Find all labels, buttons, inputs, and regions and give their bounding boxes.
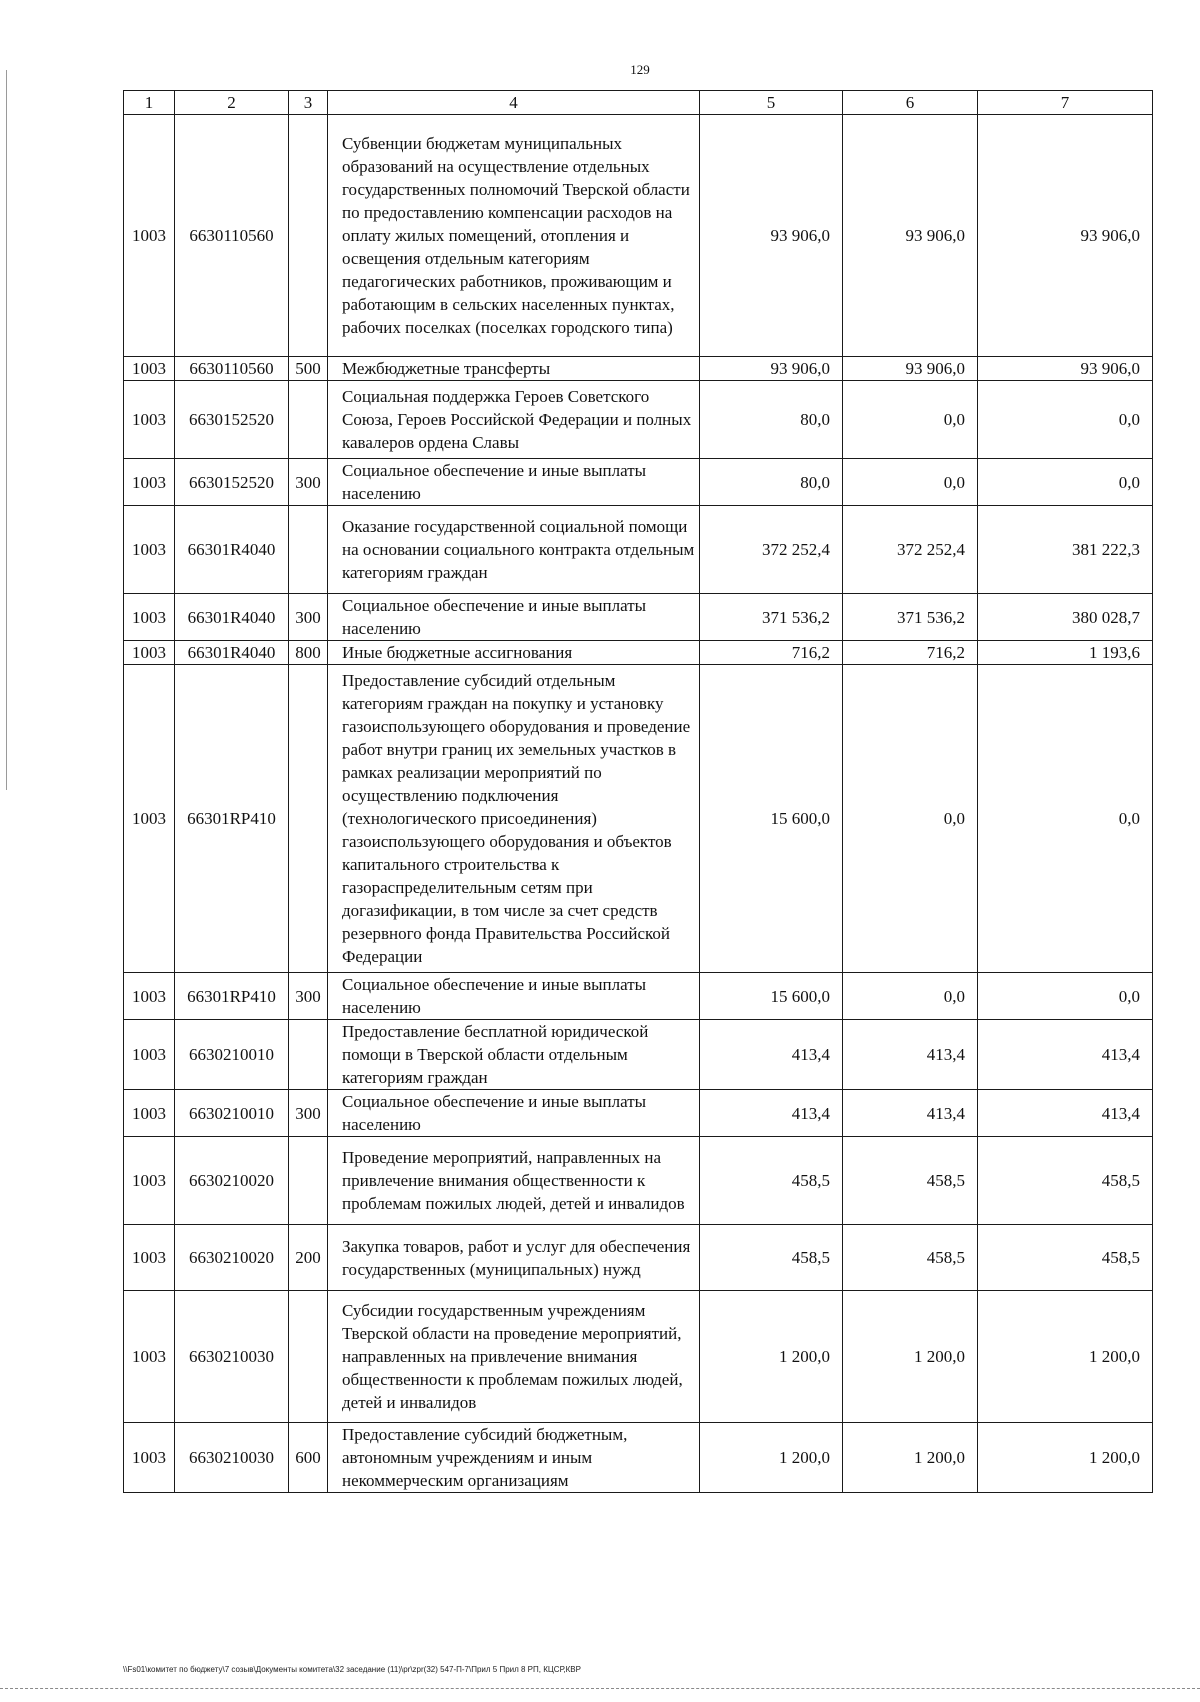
item-name-cell: Предоставление субсидий бюджетным, автономным учреждениям и иным некоммерческим организациям — [328, 1423, 700, 1493]
column-number-row — [124, 91, 1153, 115]
amount-column-5-cell: 458,5 — [700, 1137, 843, 1225]
amount-column-7-cell: 413,4 — [978, 1020, 1153, 1090]
column-number-cell: 7 — [978, 91, 1153, 115]
target-article-code-cell: 6630210010 — [175, 1090, 289, 1137]
item-name-cell: Проведение мероприятий, направленных на привлечение внимания общественности к проблемам пожилых людей, детей и инвалидов — [328, 1137, 700, 1225]
item-name-cell: Социальное обеспечение и иные выплаты населению — [328, 594, 700, 641]
section-code-cell: 1003 — [124, 973, 175, 1020]
amount-column-7-cell: 0,0 — [978, 459, 1153, 506]
amount-column-5-cell: 458,5 — [700, 1225, 843, 1291]
section-code-cell: 1003 — [124, 459, 175, 506]
amount-column-6-cell: 371 536,2 — [843, 594, 978, 641]
amount-column-5-cell: 716,2 — [700, 641, 843, 665]
amount-column-5-cell: 1 200,0 — [700, 1291, 843, 1423]
amount-column-6-cell: 716,2 — [843, 641, 978, 665]
amount-column-6-cell: 458,5 — [843, 1225, 978, 1291]
item-name-cell: Социальное обеспечение и иные выплаты населению — [328, 973, 700, 1020]
table-row — [124, 973, 1153, 1020]
section-code-cell: 1003 — [124, 1090, 175, 1137]
section-code-cell: 1003 — [124, 641, 175, 665]
target-article-code-cell: 66301R4040 — [175, 594, 289, 641]
amount-column-5-cell: 80,0 — [700, 381, 843, 459]
amount-column-5-cell: 413,4 — [700, 1090, 843, 1137]
amount-column-6-cell: 372 252,4 — [843, 506, 978, 594]
amount-column-5-cell: 413,4 — [700, 1020, 843, 1090]
section-code-cell: 1003 — [124, 357, 175, 381]
expense-type-code-cell — [289, 1291, 328, 1423]
expense-type-code-cell — [289, 665, 328, 973]
amount-column-7-cell: 0,0 — [978, 381, 1153, 459]
scan-edge-line — [6, 70, 7, 790]
table-row — [124, 1090, 1153, 1137]
table-row — [124, 1225, 1153, 1291]
amount-column-6-cell: 0,0 — [843, 381, 978, 459]
amount-column-5-cell: 15 600,0 — [700, 665, 843, 973]
amount-column-7-cell: 1 200,0 — [978, 1291, 1153, 1423]
amount-column-6-cell: 0,0 — [843, 665, 978, 973]
target-article-code-cell: 6630210030 — [175, 1291, 289, 1423]
expense-type-code-cell — [289, 115, 328, 357]
amount-column-5-cell: 93 906,0 — [700, 115, 843, 357]
expense-type-code-cell: 800 — [289, 641, 328, 665]
target-article-code-cell: 66301R4040 — [175, 641, 289, 665]
table-row — [124, 357, 1153, 381]
table-row — [124, 665, 1153, 973]
amount-column-5-cell: 372 252,4 — [700, 506, 843, 594]
amount-column-6-cell: 458,5 — [843, 1137, 978, 1225]
target-article-code-cell: 6630110560 — [175, 115, 289, 357]
item-name-cell: Иные бюджетные ассигнования — [328, 641, 700, 665]
target-article-code-cell: 66301R4040 — [175, 506, 289, 594]
target-article-code-cell: 6630152520 — [175, 381, 289, 459]
section-code-cell: 1003 — [124, 665, 175, 973]
section-code-cell: 1003 — [124, 1225, 175, 1291]
table-row — [124, 115, 1153, 357]
column-number-cell: 4 — [328, 91, 700, 115]
item-name-cell: Предоставление субсидий отдельным категориям граждан на покупку и установку газоиспользующего оборудования и проведение работ внутри границ их земельных участков в рамках реализации мероприятий по осуществлению подключения (технологического присоединения) газоиспользующего оборудования и объектов капитального строительства к газораспределительным сетям при догазификации, в том числе за счет средств резервного фонда Правительства Российской Федерации — [328, 665, 700, 973]
amount-column-5-cell: 371 536,2 — [700, 594, 843, 641]
footer-file-path: \\Fs01\комитет по бюджету\7 созыв\Документы комитета\32 заседание (11)\pr\zpr(32) 547-П-7\Прил 5 Прил 8 РП, КЦСР,КВР — [123, 1665, 581, 1674]
target-article-code-cell: 6630152520 — [175, 459, 289, 506]
item-name-cell: Предоставление бесплатной юридической помощи в Тверской области отдельным категориям граждан — [328, 1020, 700, 1090]
amount-column-6-cell: 1 200,0 — [843, 1291, 978, 1423]
amount-column-7-cell: 413,4 — [978, 1090, 1153, 1137]
expense-type-code-cell: 300 — [289, 973, 328, 1020]
item-name-cell: Межбюджетные трансферты — [328, 357, 700, 381]
amount-column-6-cell: 93 906,0 — [843, 357, 978, 381]
section-code-cell: 1003 — [124, 381, 175, 459]
amount-column-7-cell: 93 906,0 — [978, 357, 1153, 381]
item-name-cell: Социальное обеспечение и иные выплаты населению — [328, 1090, 700, 1137]
column-number-cell: 2 — [175, 91, 289, 115]
table-row — [124, 1291, 1153, 1423]
amount-column-7-cell: 381 222,3 — [978, 506, 1153, 594]
expense-type-code-cell: 200 — [289, 1225, 328, 1291]
target-article-code-cell: 6630210020 — [175, 1225, 289, 1291]
section-code-cell: 1003 — [124, 1137, 175, 1225]
item-name-cell: Субвенции бюджетам муниципальных образований на осуществление отдельных государственных полномочий Тверской области по предоставлению компенсации расходов на оплату жилых помещений, отопления и освещения отдельным категориям педагогических работников, проживающим и работающим в сельских населенных пунктах, рабочих поселках (поселках городского типа) — [328, 115, 700, 357]
section-code-cell: 1003 — [124, 1020, 175, 1090]
item-name-cell: Субсидии государственным учреждениям Тверской области на проведение мероприятий, направленных на привлечение внимания общественности к проблемам пожилых людей, детей и инвалидов — [328, 1291, 700, 1423]
amount-column-6-cell: 1 200,0 — [843, 1423, 978, 1493]
table-row — [124, 459, 1153, 506]
footer-divider — [0, 1688, 1200, 1690]
target-article-code-cell: 6630110560 — [175, 357, 289, 381]
column-number-cell: 6 — [843, 91, 978, 115]
target-article-code-cell: 66301RP410 — [175, 665, 289, 973]
section-code-cell: 1003 — [124, 1423, 175, 1493]
amount-column-6-cell: 93 906,0 — [843, 115, 978, 357]
amount-column-5-cell: 1 200,0 — [700, 1423, 843, 1493]
column-number-cell: 1 — [124, 91, 175, 115]
target-article-code-cell: 6630210010 — [175, 1020, 289, 1090]
budget-table — [123, 90, 1153, 1493]
amount-column-7-cell: 380 028,7 — [978, 594, 1153, 641]
amount-column-7-cell: 1 193,6 — [978, 641, 1153, 665]
amount-column-6-cell: 0,0 — [843, 973, 978, 1020]
amount-column-7-cell: 0,0 — [978, 665, 1153, 973]
amount-column-7-cell: 458,5 — [978, 1225, 1153, 1291]
table-row — [124, 1423, 1153, 1493]
amount-column-6-cell: 413,4 — [843, 1020, 978, 1090]
section-code-cell: 1003 — [124, 115, 175, 357]
section-code-cell: 1003 — [124, 506, 175, 594]
item-name-cell: Оказание государственной социальной помощи на основании социального контракта отдельным категориям граждан — [328, 506, 700, 594]
table-row — [124, 594, 1153, 641]
table-row — [124, 506, 1153, 594]
table-row — [124, 641, 1153, 665]
item-name-cell: Закупка товаров, работ и услуг для обеспечения государственных (муниципальных) нужд — [328, 1225, 700, 1291]
expense-type-code-cell — [289, 506, 328, 594]
amount-column-6-cell: 0,0 — [843, 459, 978, 506]
item-name-cell: Социальная поддержка Героев Советского Союза, Героев Российской Федерации и полных кавалеров ордена Славы — [328, 381, 700, 459]
table-row — [124, 1137, 1153, 1225]
expense-type-code-cell — [289, 381, 328, 459]
expense-type-code-cell: 600 — [289, 1423, 328, 1493]
expense-type-code-cell — [289, 1137, 328, 1225]
amount-column-7-cell: 458,5 — [978, 1137, 1153, 1225]
expense-type-code-cell: 300 — [289, 459, 328, 506]
target-article-code-cell: 6630210030 — [175, 1423, 289, 1493]
section-code-cell: 1003 — [124, 1291, 175, 1423]
target-article-code-cell: 6630210020 — [175, 1137, 289, 1225]
item-name-cell: Социальное обеспечение и иные выплаты населению — [328, 459, 700, 506]
amount-column-7-cell: 93 906,0 — [978, 115, 1153, 357]
page-number: 129 — [630, 62, 650, 77]
amount-column-6-cell: 413,4 — [843, 1090, 978, 1137]
target-article-code-cell: 66301RP410 — [175, 973, 289, 1020]
amount-column-5-cell: 80,0 — [700, 459, 843, 506]
section-code-cell: 1003 — [124, 594, 175, 641]
amount-column-7-cell: 0,0 — [978, 973, 1153, 1020]
expense-type-code-cell — [289, 1020, 328, 1090]
column-number-cell: 3 — [289, 91, 328, 115]
table-row — [124, 1020, 1153, 1090]
expense-type-code-cell: 500 — [289, 357, 328, 381]
amount-column-5-cell: 93 906,0 — [700, 357, 843, 381]
expense-type-code-cell: 300 — [289, 1090, 328, 1137]
column-number-cell: 5 — [700, 91, 843, 115]
table-row — [124, 381, 1153, 459]
amount-column-5-cell: 15 600,0 — [700, 973, 843, 1020]
expense-type-code-cell: 300 — [289, 594, 328, 641]
amount-column-7-cell: 1 200,0 — [978, 1423, 1153, 1493]
